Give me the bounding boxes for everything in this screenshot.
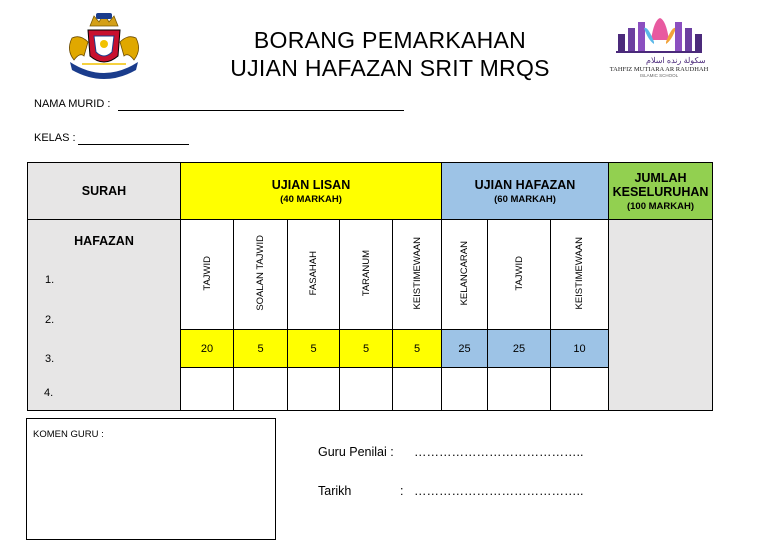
criteria-cell: KEISTIMEWAAN	[393, 220, 442, 330]
state-crest-logo	[62, 12, 146, 84]
guru-penilai-field[interactable]: …………………………………..	[414, 445, 584, 459]
marking-table	[27, 162, 713, 411]
row-number-4: 4.	[44, 387, 54, 399]
title-line-1: BORANG PEMARKAHAN	[253, 27, 527, 53]
mark-cell: 10	[551, 330, 609, 368]
mark-cell: 5	[393, 330, 442, 368]
ujian-hafazan-header: UJIAN HAFAZAN (60 MARKAH)	[442, 163, 609, 220]
row-number-3: 3.	[45, 353, 55, 365]
score-input-cell[interactable]	[393, 368, 442, 411]
mark-cell: 25	[488, 330, 551, 368]
row-number-2: 2.	[45, 314, 55, 326]
hafazan-label: HAFAZAN	[74, 234, 134, 248]
logo-school-sub: ISLAMIC SCHOOL	[639, 73, 679, 78]
kelas-field[interactable]	[78, 144, 189, 145]
form-title	[200, 26, 580, 82]
criteria-cell: TAJWID	[488, 220, 551, 330]
ujian-lisan-header: UJIAN LISAN (40 MARKAH)	[181, 163, 442, 220]
guru-penilai-label: Guru Penilai :	[318, 445, 394, 459]
score-input-cell[interactable]	[234, 368, 288, 411]
nama-murid-field[interactable]	[118, 110, 404, 111]
tarikh-field[interactable]: …………………………………..	[414, 484, 584, 498]
tarikh-label: Tarikh	[318, 484, 352, 498]
komen-guru-box[interactable]	[26, 418, 276, 540]
jumlah-header: JUMLAH KESELURUHAN (100 MARKAH)	[609, 163, 713, 220]
score-input-cell[interactable]	[181, 368, 234, 411]
logo-arabic-text: سكولة رنده اسلام	[646, 56, 706, 65]
criteria-cell: TARANUM	[340, 220, 393, 330]
score-input-cell[interactable]	[442, 368, 488, 411]
mark-cell: 25	[442, 330, 488, 368]
row-number-1: 1.	[45, 274, 55, 286]
jumlah-total-cell[interactable]	[609, 220, 713, 411]
criteria-cell: FASAHAH	[288, 220, 340, 330]
logo-school-name: TAHFIZ MUTIARA AR RAUDHAH	[609, 66, 709, 73]
nama-murid-label: NAMA MURID :	[34, 98, 111, 110]
komen-guru-label: KOMEN GURU :	[33, 429, 104, 440]
surah-hafazan-cell	[28, 220, 181, 411]
criteria-cell: TAJWID	[181, 220, 234, 330]
mark-cell: 5	[340, 330, 393, 368]
score-input-cell[interactable]	[488, 368, 551, 411]
score-input-cell[interactable]	[288, 368, 340, 411]
title-line-2: UJIAN HAFAZAN SRIT MRQS	[230, 55, 550, 81]
score-input-cell[interactable]	[551, 368, 609, 411]
mark-cell: 5	[234, 330, 288, 368]
kelas-label: KELAS :	[34, 132, 76, 144]
criteria-cell: SOALAN TAJWID	[234, 220, 288, 330]
criteria-cell: KEISTIMEWAAN	[551, 220, 609, 330]
surah-header: SURAH	[28, 163, 181, 220]
tarikh-colon: :	[400, 484, 404, 498]
criteria-cell: KELANCARAN	[442, 220, 488, 330]
school-logo	[602, 14, 716, 78]
score-input-cell[interactable]	[340, 368, 393, 411]
mark-cell: 20	[181, 330, 234, 368]
mark-cell: 5	[288, 330, 340, 368]
